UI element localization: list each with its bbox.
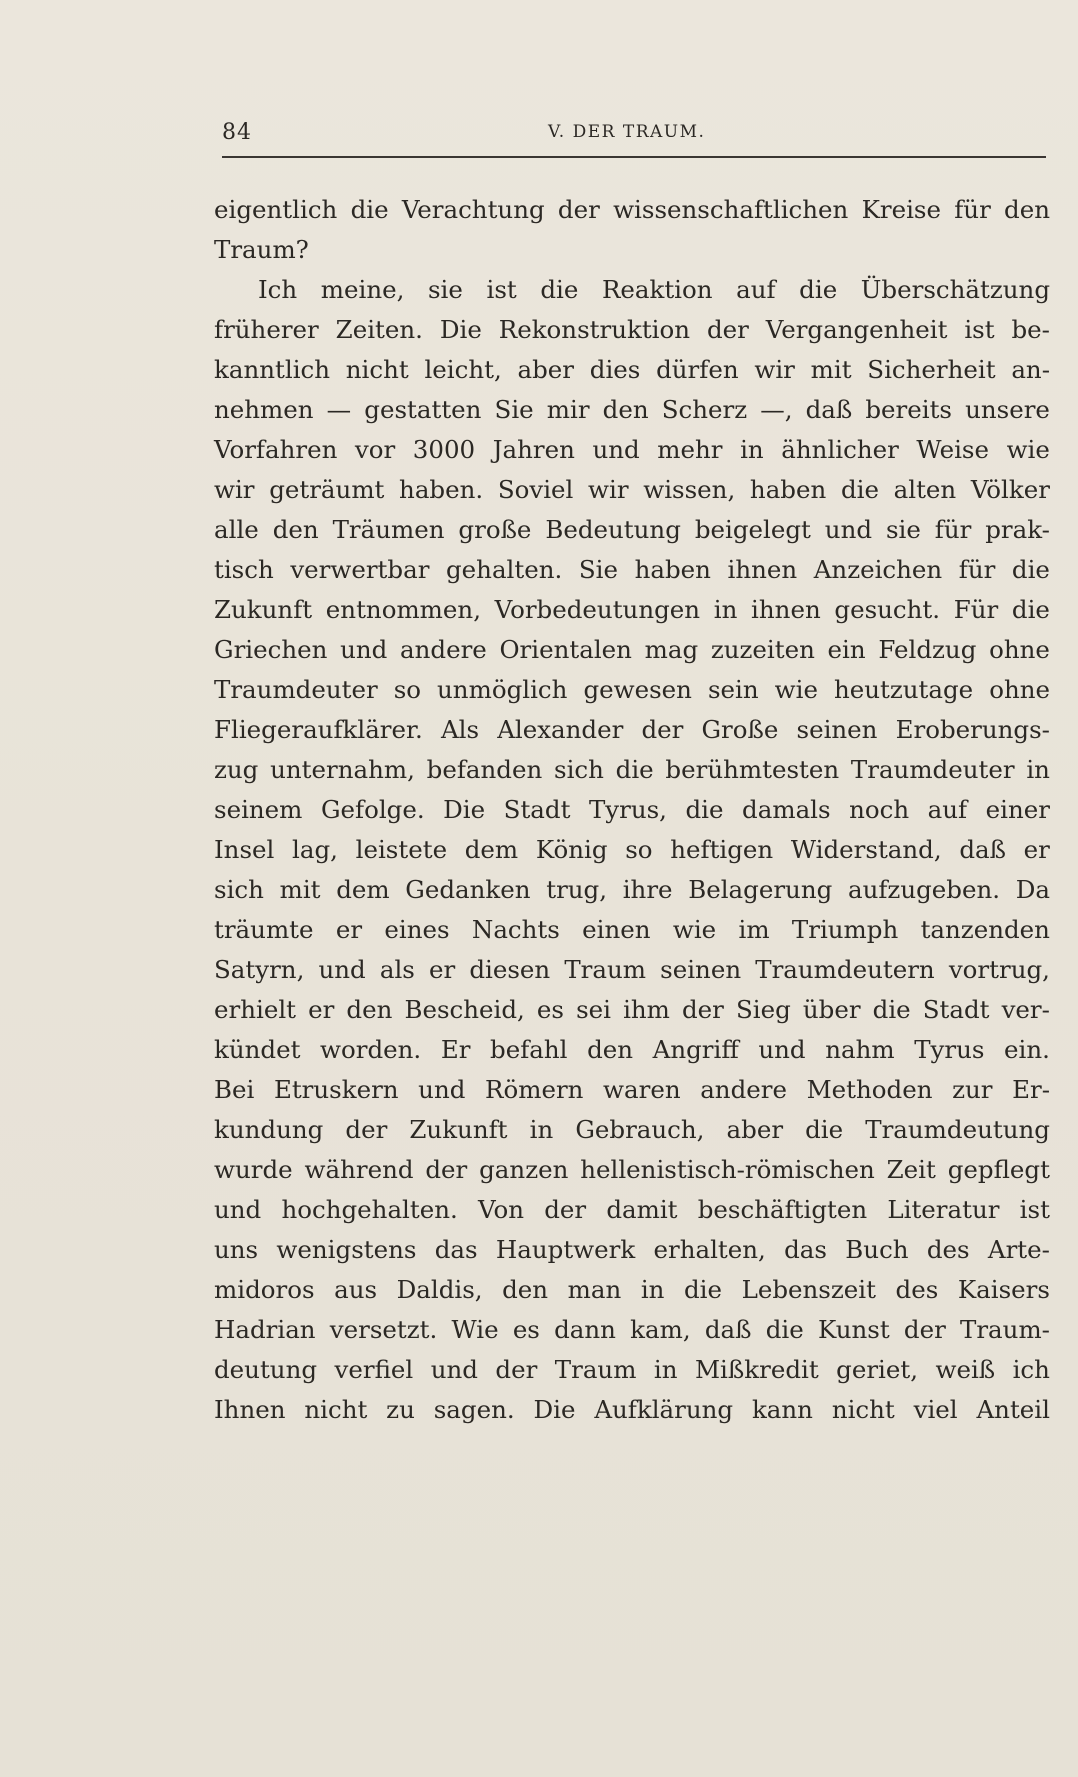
text-line: Hadrian versetzt. Wie es dann kam, daß die Kunst der Traum-: [214, 1315, 1050, 1344]
text-line: Traum?: [214, 235, 309, 264]
text-line: uns wenigstens das Hauptwerk erhalten, das Buch des Arte-: [214, 1235, 1050, 1264]
text-line: Ihnen nicht zu sagen. Die Aufklärung kann nicht viel Anteil: [214, 1395, 1050, 1424]
text-line: wurde während der ganzen hellenistisch-römischen Zeit gepflegt: [214, 1155, 1050, 1184]
text-line: Satyrn, und als er diesen Traum seinen Traumdeutern vortrug,: [214, 955, 1050, 984]
text-line: erhielt er den Bescheid, es sei ihm der Sieg über die Stadt ver-: [214, 995, 1050, 1024]
text-line: Zukunft entnommen, Vorbedeutungen in ihnen gesucht. Für die: [214, 595, 1050, 624]
text-line: nehmen — gestatten Sie mir den Scherz —, daß bereits unsere: [214, 395, 1050, 424]
text-line: kündet worden. Er befahl den Angriff und nahm Tyrus ein.: [214, 1035, 1050, 1064]
running-head: V. DER TRAUM.: [548, 122, 706, 142]
text-line: wir geträumt haben. Soviel wir wissen, haben die alten Völker: [214, 475, 1050, 504]
page-number: 84: [222, 120, 252, 145]
page-header: [222, 112, 1042, 152]
text-line: deutung verfiel und der Traum in Mißkredit geriet, weiß ich: [214, 1355, 1050, 1384]
text-line: Ich meine, sie ist die Reaktion auf die Überschätzung: [258, 275, 1050, 304]
text-line: Griechen und andere Orientalen mag zuzeiten ein Feldzug ohne: [214, 635, 1050, 664]
text-line: zug unternahm, befanden sich die berühmtesten Traumdeuter in: [214, 755, 1050, 784]
text-line: sich mit dem Gedanken trug, ihre Belagerung aufzugeben. Da: [214, 875, 1050, 904]
text-line: midoros aus Daldis, den man in die Lebenszeit des Kaisers: [214, 1275, 1050, 1304]
text-line: und hochgehalten. Von der damit beschäftigten Literatur ist: [214, 1195, 1050, 1224]
text-line: Insel lag, leistete dem König so heftigen Widerstand, daß er: [214, 835, 1050, 864]
text-line: tisch verwertbar gehalten. Sie haben ihnen Anzeichen für die: [214, 555, 1050, 584]
text-line: früherer Zeiten. Die Rekonstruktion der Vergangenheit ist be-: [214, 315, 1050, 344]
text-line: Traumdeuter so unmöglich gewesen sein wie heutzutage ohne: [214, 675, 1050, 704]
text-line: kanntlich nicht leicht, aber dies dürfen wir mit Sicherheit an-: [214, 355, 1050, 384]
header-rule: [222, 156, 1046, 158]
text-line: träumte er eines Nachts einen wie im Triumph tanzenden: [214, 915, 1050, 944]
text-line: Bei Etruskern und Römern waren andere Methoden zur Er-: [214, 1075, 1050, 1104]
text-line: alle den Träumen große Bedeutung beigelegt und sie für prak-: [214, 515, 1050, 544]
text-line: kundung der Zukunft in Gebrauch, aber die Traumdeutung: [214, 1115, 1050, 1144]
text-line: Fliegeraufklärer. Als Alexander der Große seinen Eroberungs-: [214, 715, 1050, 744]
text-line: eigentlich die Verachtung der wissenschaftlichen Kreise für den: [214, 195, 1050, 224]
text-line: Vorfahren vor 3000 Jahren und mehr in ähnlicher Weise wie: [214, 435, 1050, 464]
text-line: seinem Gefolge. Die Stadt Tyrus, die damals noch auf einer: [214, 795, 1050, 824]
body-text: [214, 190, 1050, 1430]
